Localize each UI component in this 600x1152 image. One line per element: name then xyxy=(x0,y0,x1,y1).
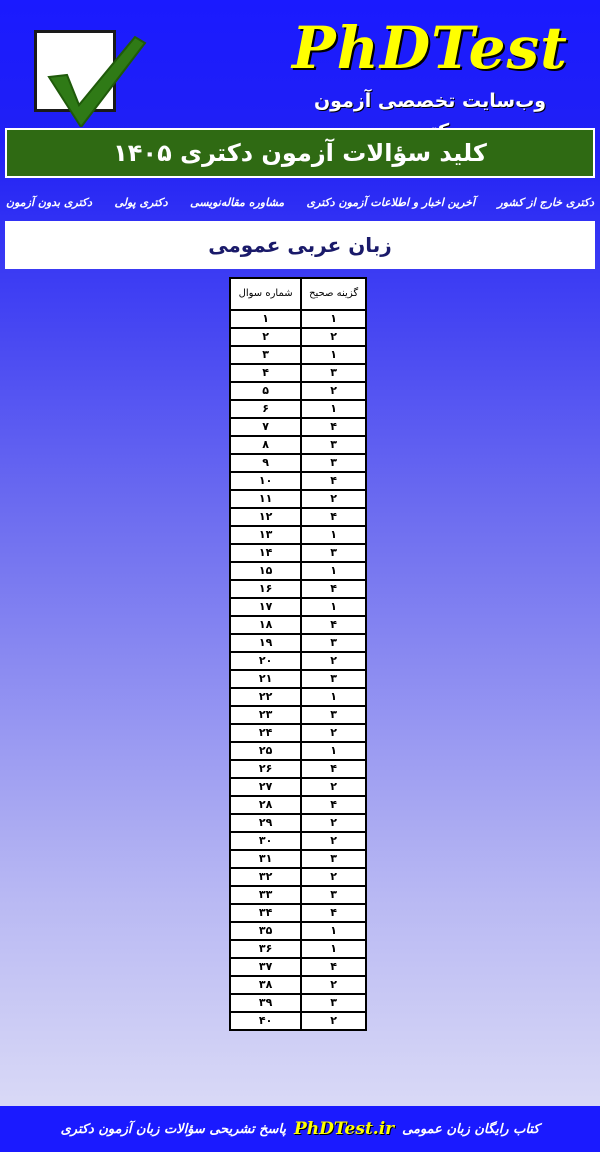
table-row xyxy=(230,400,366,418)
correct-option: ۲ xyxy=(301,724,366,742)
question-number: ۵ xyxy=(230,382,301,400)
question-number: ۳۶ xyxy=(230,940,301,958)
question-number: ۳۳ xyxy=(230,886,301,904)
correct-option: ۳ xyxy=(301,886,366,904)
correct-option: ۱ xyxy=(301,346,366,364)
correct-option: ۳ xyxy=(301,436,366,454)
column-header-answer: گزینه صحیح xyxy=(301,278,366,310)
table-row xyxy=(230,706,366,724)
table-row xyxy=(230,364,366,382)
question-number: ۲۳ xyxy=(230,706,301,724)
nav-links xyxy=(0,190,600,216)
correct-option: ۳ xyxy=(301,544,366,562)
table-row xyxy=(230,544,366,562)
page-title: کلید سؤالات آزمون دکتری ۱۴۰۵ xyxy=(5,128,595,178)
correct-option: ۴ xyxy=(301,796,366,814)
table-row xyxy=(230,652,366,670)
footer-bar xyxy=(0,1106,600,1152)
table-row xyxy=(230,940,366,958)
answer-key-table xyxy=(229,277,367,1031)
table-row xyxy=(230,598,366,616)
correct-option: ۳ xyxy=(301,994,366,1012)
question-number: ۴۰ xyxy=(230,1012,301,1030)
correct-option: ۲ xyxy=(301,814,366,832)
correct-option: ۱ xyxy=(301,940,366,958)
correct-option: ۳ xyxy=(301,364,366,382)
table-row xyxy=(230,760,366,778)
correct-option: ۱ xyxy=(301,400,366,418)
table-row xyxy=(230,778,366,796)
question-number: ۲ xyxy=(230,328,301,346)
question-number: ۲۶ xyxy=(230,760,301,778)
correct-option: ۲ xyxy=(301,490,366,508)
question-number: ۹ xyxy=(230,454,301,472)
question-number: ۳۱ xyxy=(230,850,301,868)
table-row xyxy=(230,724,366,742)
table-row xyxy=(230,472,366,490)
site-header xyxy=(0,0,600,125)
correct-option: ۱ xyxy=(301,526,366,544)
table-row xyxy=(230,976,366,994)
table-row xyxy=(230,922,366,940)
nav-link-latest-news[interactable]: آخرین اخبار و اطلاعات آزمون دکتری xyxy=(306,196,476,209)
question-number: ۲۹ xyxy=(230,814,301,832)
question-number: ۳۸ xyxy=(230,976,301,994)
table-row xyxy=(230,562,366,580)
correct-option: ۴ xyxy=(301,418,366,436)
logo[interactable] xyxy=(34,30,116,112)
brand-name[interactable]: PhDTest xyxy=(292,14,568,82)
correct-option: ۴ xyxy=(301,508,366,526)
table-row xyxy=(230,436,366,454)
table-row xyxy=(230,670,366,688)
table-row xyxy=(230,328,366,346)
table-row xyxy=(230,454,366,472)
footer-link-free-book[interactable]: کتاب رایگان زبان عمومی xyxy=(402,1121,540,1137)
correct-option: ۱ xyxy=(301,742,366,760)
table-header-row xyxy=(230,278,366,310)
table-row xyxy=(230,688,366,706)
correct-option: ۲ xyxy=(301,652,366,670)
table-row xyxy=(230,580,366,598)
question-number: ۱ xyxy=(230,310,301,328)
question-number: ۳۰ xyxy=(230,832,301,850)
nav-link-paid[interactable]: دکتری پولی xyxy=(114,196,168,209)
question-number: ۲۱ xyxy=(230,670,301,688)
table-row xyxy=(230,904,366,922)
correct-option: ۳ xyxy=(301,706,366,724)
question-number: ۳۹ xyxy=(230,994,301,1012)
correct-option: ۴ xyxy=(301,958,366,976)
correct-option: ۳ xyxy=(301,850,366,868)
correct-option: ۲ xyxy=(301,382,366,400)
correct-option: ۲ xyxy=(301,976,366,994)
question-number: ۳۷ xyxy=(230,958,301,976)
correct-option: ۱ xyxy=(301,922,366,940)
table-row xyxy=(230,958,366,976)
table-row xyxy=(230,814,366,832)
question-number: ۲۰ xyxy=(230,652,301,670)
table-row xyxy=(230,850,366,868)
correct-option: ۱ xyxy=(301,688,366,706)
question-number: ۱۶ xyxy=(230,580,301,598)
question-number: ۲۴ xyxy=(230,724,301,742)
correct-option: ۱ xyxy=(301,310,366,328)
correct-option: ۱ xyxy=(301,598,366,616)
question-number: ۲۸ xyxy=(230,796,301,814)
correct-option: ۱ xyxy=(301,562,366,580)
question-number: ۳۲ xyxy=(230,868,301,886)
question-number: ۸ xyxy=(230,436,301,454)
table-row xyxy=(230,490,366,508)
table-row xyxy=(230,346,366,364)
footer-site[interactable]: PhDTest.ir xyxy=(293,1119,395,1139)
question-number: ۱۹ xyxy=(230,634,301,652)
footer-link-answers[interactable]: پاسخ تشریحی سؤالات زبان آزمون دکتری xyxy=(60,1121,286,1137)
table-row xyxy=(230,832,366,850)
question-number: ۳۵ xyxy=(230,922,301,940)
question-number: ۱۳ xyxy=(230,526,301,544)
tagline: وب‌سایت تخصصی آزمون xyxy=(313,90,547,112)
table-row xyxy=(230,418,366,436)
table-row xyxy=(230,508,366,526)
column-header-question: شماره سوال xyxy=(230,278,301,310)
correct-option: ۴ xyxy=(301,760,366,778)
table-row xyxy=(230,382,366,400)
question-number: ۲۷ xyxy=(230,778,301,796)
subject-title: زبان عربی عمومی xyxy=(5,221,595,269)
question-number: ۱۷ xyxy=(230,598,301,616)
correct-option: ۴ xyxy=(301,904,366,922)
checkmark-icon xyxy=(33,17,153,127)
question-number: ۳۴ xyxy=(230,904,301,922)
table-row xyxy=(230,796,366,814)
question-number: ۱۲ xyxy=(230,508,301,526)
question-number: ۱۴ xyxy=(230,544,301,562)
question-number: ۳ xyxy=(230,346,301,364)
table-row xyxy=(230,1012,366,1030)
table-row xyxy=(230,526,366,544)
question-number: ۷ xyxy=(230,418,301,436)
table-row xyxy=(230,886,366,904)
correct-option: ۲ xyxy=(301,778,366,796)
correct-option: ۳ xyxy=(301,454,366,472)
correct-option: ۲ xyxy=(301,868,366,886)
correct-option: ۲ xyxy=(301,328,366,346)
correct-option: ۲ xyxy=(301,832,366,850)
table-row xyxy=(230,634,366,652)
question-number: ۲۲ xyxy=(230,688,301,706)
correct-option: ۳ xyxy=(301,634,366,652)
question-number: ۱۸ xyxy=(230,616,301,634)
correct-option: ۳ xyxy=(301,670,366,688)
correct-option: ۴ xyxy=(301,616,366,634)
table-row xyxy=(230,994,366,1012)
question-number: ۲۵ xyxy=(230,742,301,760)
question-number: ۱۵ xyxy=(230,562,301,580)
correct-option: ۴ xyxy=(301,580,366,598)
nav-link-abroad[interactable]: دکتری خارج از کشور xyxy=(497,196,594,209)
nav-link-article-consulting[interactable]: مشاوره مقاله‌نویسی xyxy=(190,196,285,209)
correct-option: ۴ xyxy=(301,472,366,490)
correct-option: ۲ xyxy=(301,1012,366,1030)
table-row xyxy=(230,310,366,328)
nav-link-no-exam[interactable]: دکتری بدون آزمون xyxy=(6,196,93,209)
answer-rows xyxy=(230,310,366,1030)
question-number: ۱۰ xyxy=(230,472,301,490)
table-row xyxy=(230,616,366,634)
question-number: ۶ xyxy=(230,400,301,418)
question-number: ۱۱ xyxy=(230,490,301,508)
question-number: ۴ xyxy=(230,364,301,382)
table-row xyxy=(230,868,366,886)
table-row xyxy=(230,742,366,760)
